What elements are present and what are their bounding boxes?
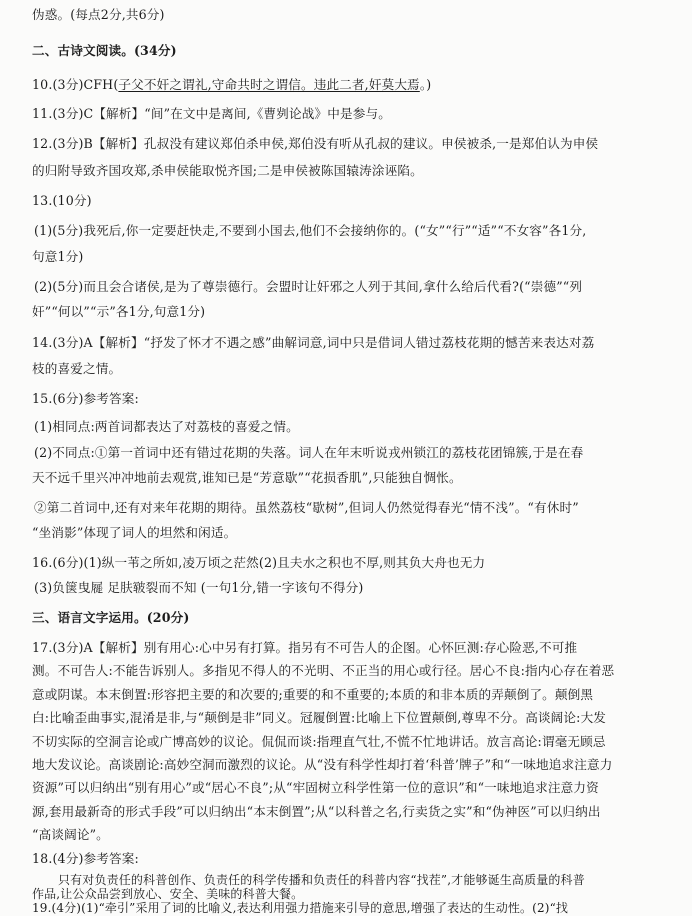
text-line: ②第二首词中,还有对来年花期的期待。虽然荔枝“歇树”,但词人仍然觉得春光“情不浅”。“有休时” [34,500,579,515]
answer-16: 16.(6分)(1)纵一苇之所如,凌万顷之茫然(2)且夫水之积也不厚,则其负大舟也无力 [32,555,486,570]
answer-17: 17.(3分)A【解析】别有用心:心中另有打算。指另有不可告人的企图。心怀叵测:存心险恶,不可推 [32,640,578,655]
text-line: 枝的喜爱之情。 [32,361,122,376]
section-heading-classical-poetry: 二、古诗文阅读。(34分) [32,43,177,58]
answer-15-1: (1)相同点:两首词都表达了对荔枝的喜爱之情。 [34,419,299,434]
text-line: 天不远千里兴冲冲地前去观赏,谁知已是“芳意歇”“花损香肌”,只能独自惆怅。 [32,470,462,485]
answer-10: 10.(3分)CFH(子父不奸之谓礼,守命共时之谓信。违此二者,奸莫大焉。) [32,77,432,92]
answer-18-heading: 18.(4分)参考答案: [32,851,139,866]
answer-14: 14.(3分)A【解析】“抒发了怀才不遇之感”曲解词意,词中只是借词人错过荔枝花期的憾苦来表达对荔 [32,335,595,350]
text-line: (3)负箧曳屣 足肤皲裂而不知 (一句1分,错一字该句不得分) [34,580,364,595]
section-heading-language-use: 三、语言文字运用。(20分) [32,610,190,625]
text-line: 不切实际的空洞言论或广博高妙的议论。侃侃而谈:指理直气壮,不慌不忙地讲话。放言高论:谓毫无顾忌 [32,733,606,749]
text-line: 白:比喻歪曲事实,混淆是非,与“颠倒是非”同义。冠履倒置:比喻上下位置颠倒,尊卑不分。高谈阔论:大发 [32,710,607,726]
text-line: 奸”“何以”“示”各1分,句意1分) [32,304,206,319]
text-line: “坐消影”体现了词人的坦然和闲适。 [32,525,237,540]
text-line: 句意1分) [32,249,84,264]
text-line: “高谈阔论”。 [32,827,109,843]
answer-15-2: (2)不同点:①第一首词中还有错过花期的失落。词人在年末听说戎州锁江的荔枝花团锦簇,于是在春 [34,445,584,460]
answer-13-1: (1)(5分)我死后,你一定要赶快走,不要到小国去,他们不会接纳你的。(“女”“行”“适”“不女容”各1分, [34,223,587,238]
answer-15-heading: 15.(6分)参考答案: [32,391,139,406]
answer-10-underlined-text: 子父不奸之谓礼,守命共时之谓信。违此二者,奸莫大焉 [118,77,420,92]
text-line-1: 伪惑。(每点2分,共6分) [32,7,165,22]
text-line: 地大发议论。高谈剧论:高妙空洞而激烈的议论。从“没有科学性却打着‘科普’牌子”和“一味地追求注意力 [32,757,613,772]
text-line: 测。不可告人:不能告诉别人。多指见不得人的不光明、不正当的用心或行径。居心不良:指内心存在着恶 [32,663,615,679]
text-line: 只有对负责任的科普创作、负责任的科学传播和负责任的科普内容“找茬”,才能够诞生高质量的科普 [58,873,585,887]
text-line: 作品,让公众品尝到放心、安全、美味的科普大餐。 [32,887,304,901]
answer-11: 11.(3分)C【解析】“间”在文中是离间,《曹刿论战》中是参与。 [32,106,391,121]
answer-13-2: (2)(5分)而且会合诸侯,是为了尊崇德行。会盟时让奸邪之人列于其间,拿什么给后代看?(“崇德”“列 [34,279,583,294]
answer-13-heading: 13.(10分) [32,193,92,208]
text-line: 资源”可以归纳出“别有用心”或“居心不良”;从“牢固树立科学性第一位的意识”和“一味地追求注意力资 [32,780,599,796]
answer-19: 19.(4分)(1)“牵引”采用了词的比喻义,表达利用强力措施来引导的意思,增强了表达的生动性。(2)“找 [32,901,569,915]
text-line: 意或阴谋。本末倒置:形容把主要的和次要的;重要的和不重要的;本质的和非本质的弄颠倒了。颠倒黑 [32,686,594,702]
text-line: 的归附导致齐国攻郑,杀申侯能取悦齐国;二是申侯被陈国辕涛涂诬陷。 [32,163,423,178]
answer-12: 12.(3分)B【解析】孔叔没有建议郑伯杀申侯,郑伯没有听从孔叔的建议。申侯被杀,一是郑伯认为申侯 [32,136,599,151]
text-line: 源,套用最新奇的形式手段”可以归纳出“本末倒置”;从“以科普之名,行卖货之实”和“伪神医”可以归纳出 [32,803,601,819]
